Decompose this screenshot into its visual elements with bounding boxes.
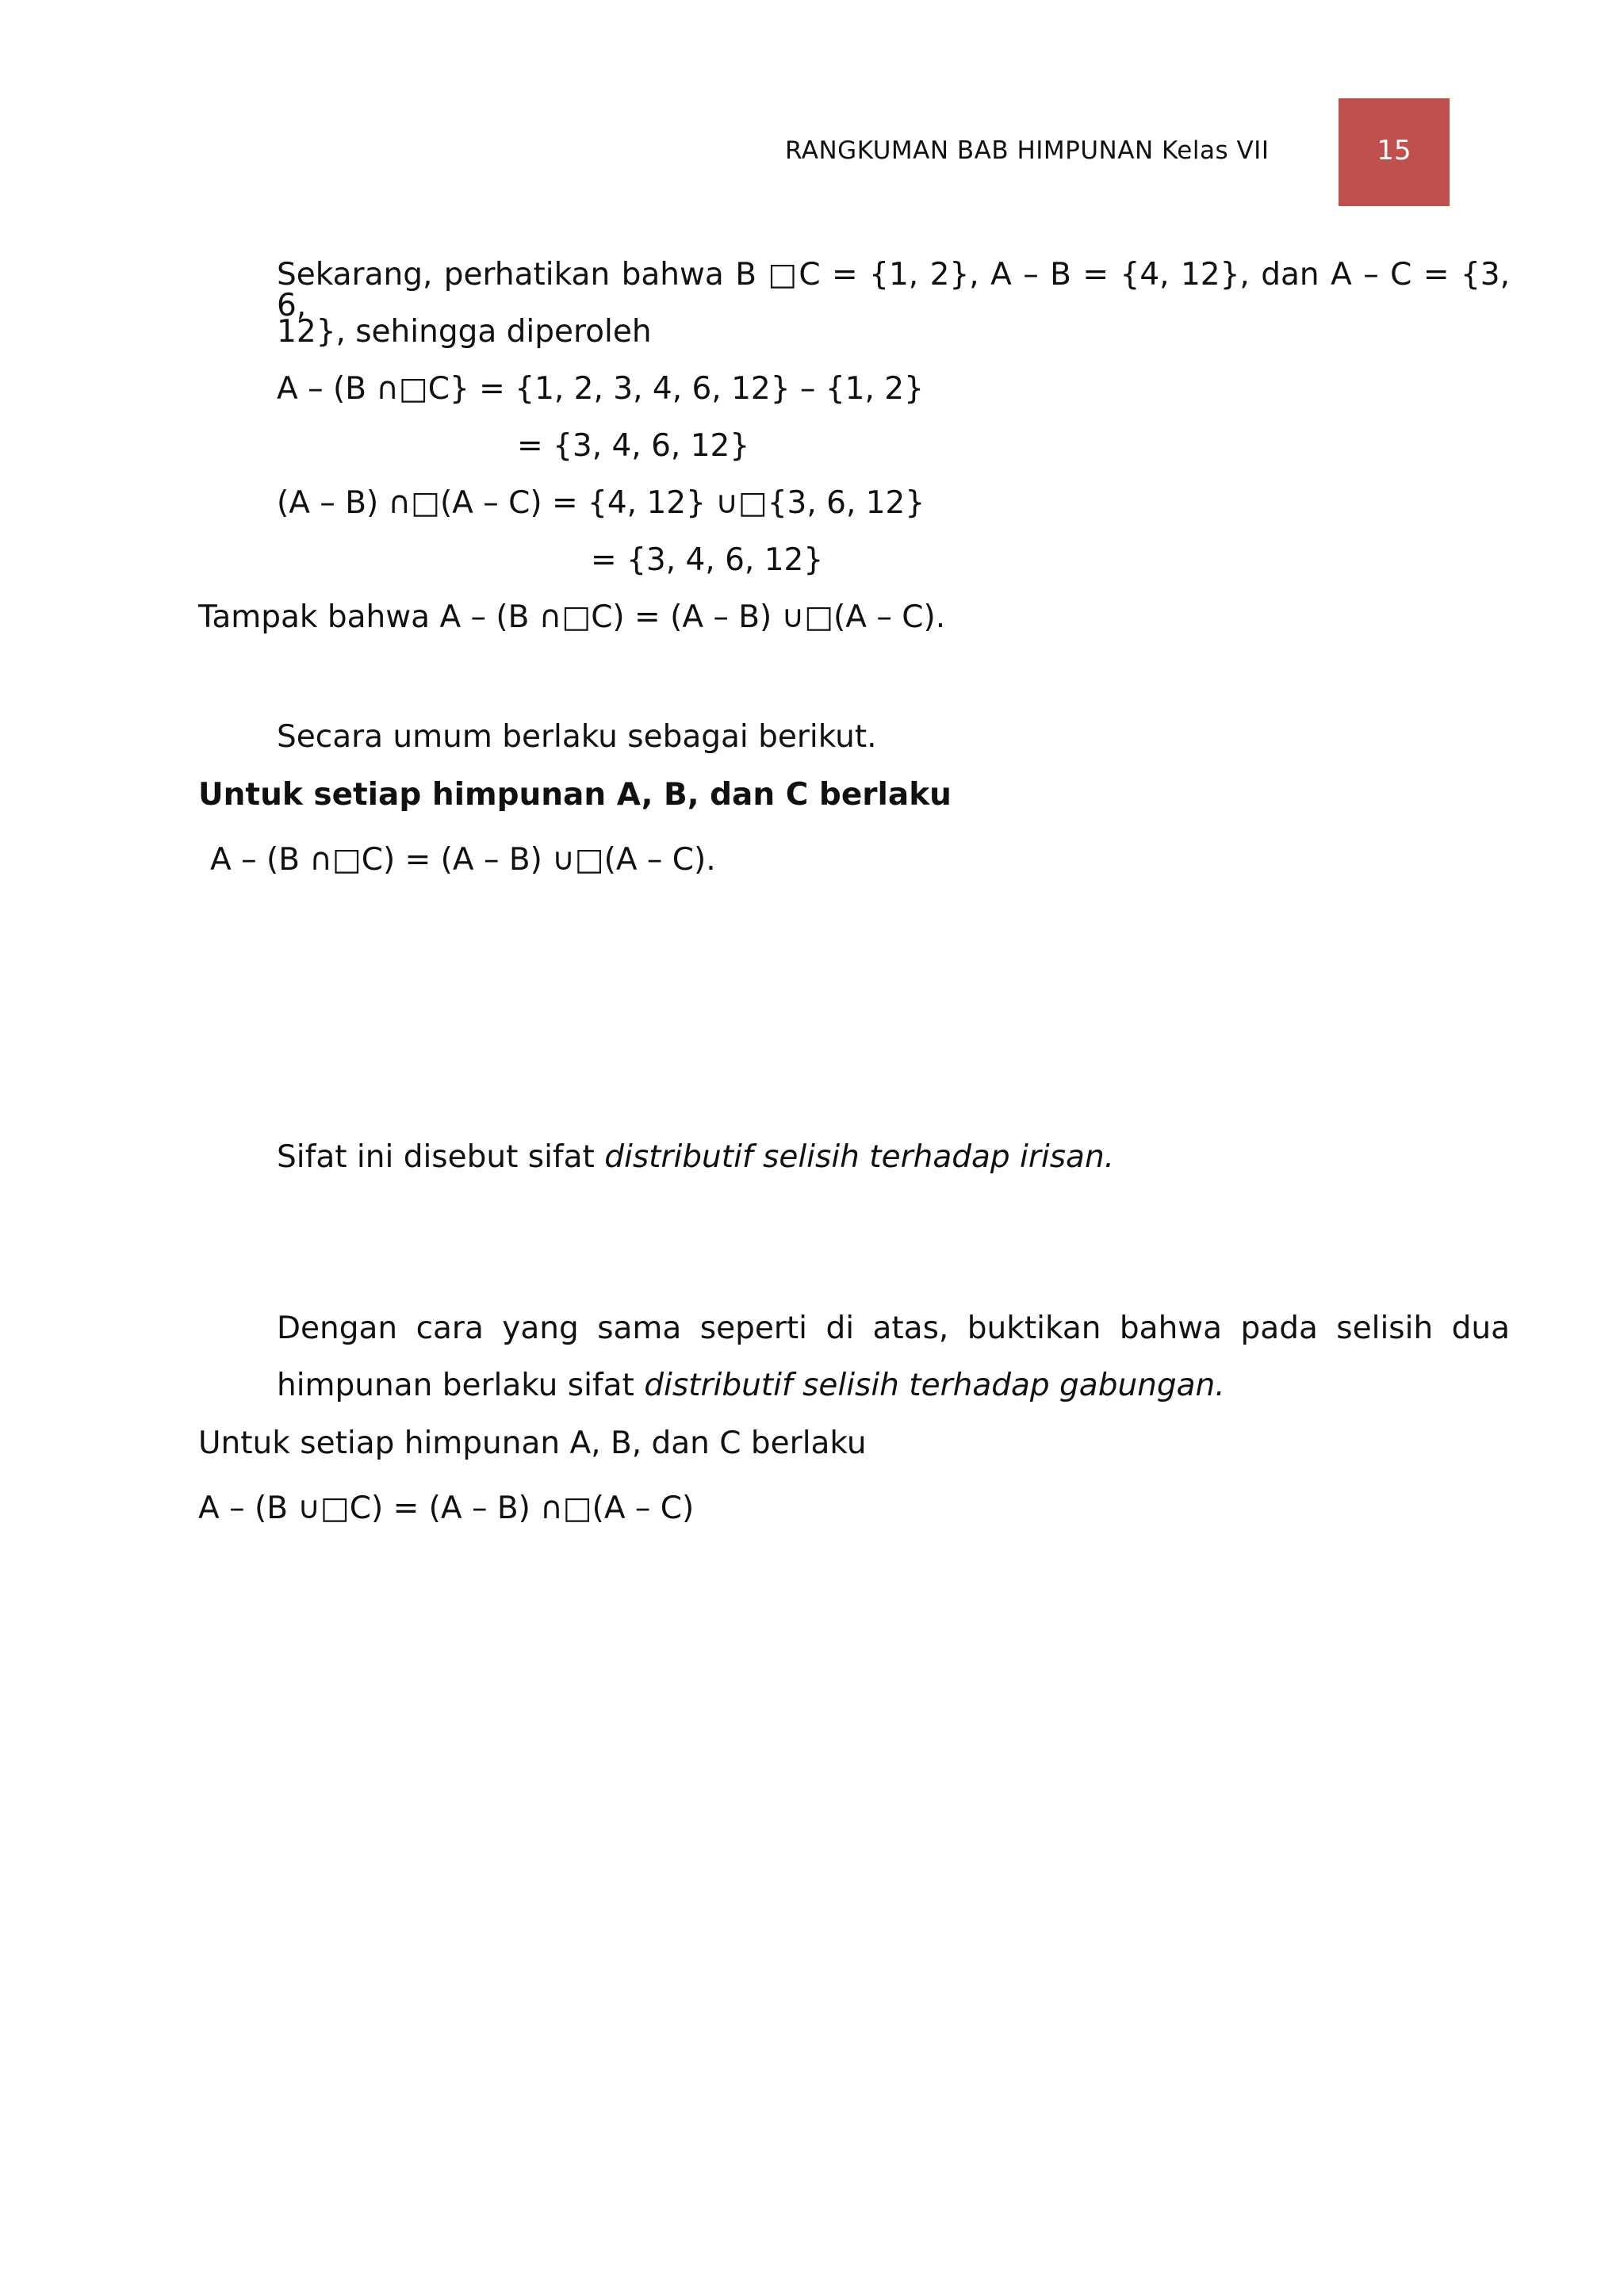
general-intro: Secara umum berlaku sebagai berikut.	[277, 719, 877, 755]
rule-heading: Untuk setiap himpunan A, B, dan C berlaku	[198, 777, 952, 813]
page-number-badge: 15	[1339, 98, 1450, 206]
property-prefix: Sifat ini disebut sifat	[277, 1139, 605, 1175]
equation-line: A – (B ∩□C} = {1, 2, 3, 4, 6, 12} – {1, 2}	[277, 371, 924, 407]
paragraph-line: Sekarang, perhatikan bahwa B □C = {1, 2}, A – B = {4, 12}, dan A – C = {3, 6,	[277, 257, 1510, 323]
exercise-line	[277, 1370, 1225, 1401]
running-header-title: RANGKUMAN BAB HIMPUNAN Kelas VII	[785, 136, 1270, 165]
exercise-property-name: distributif selisih terhadap gabungan.	[644, 1368, 1225, 1403]
exercise-prefix: himpunan berlaku sifat	[277, 1368, 645, 1403]
rule2-formula: A – (B ∪□C) = (A – B) ∩□(A – C)	[198, 1490, 695, 1526]
conclusion-line: Tampak bahwa A – (B ∩□C) = (A – B) ∪□(A – C).	[198, 599, 946, 635]
equation-line: = {3, 4, 6, 12}	[591, 542, 824, 578]
paragraph-line: 12}, sehingga diperoleh	[277, 314, 652, 350]
exercise-line: Dengan cara yang sama seperti di atas, buktikan bahwa pada selisih dua	[277, 1311, 1510, 1346]
rule2-heading: Untuk setiap himpunan A, B, dan C berlaku	[198, 1425, 867, 1461]
rule-formula: A – (B ∩□C) = (A – B) ∪□(A – C).	[210, 842, 716, 878]
equation-line: = {3, 4, 6, 12}	[517, 428, 750, 464]
property-statement	[277, 1139, 1115, 1175]
equation-line: (A – B) ∩□(A – C) = {4, 12} ∪□{3, 6, 12}	[277, 485, 925, 521]
property-name: distributif selisih terhadap irisan.	[604, 1139, 1115, 1175]
